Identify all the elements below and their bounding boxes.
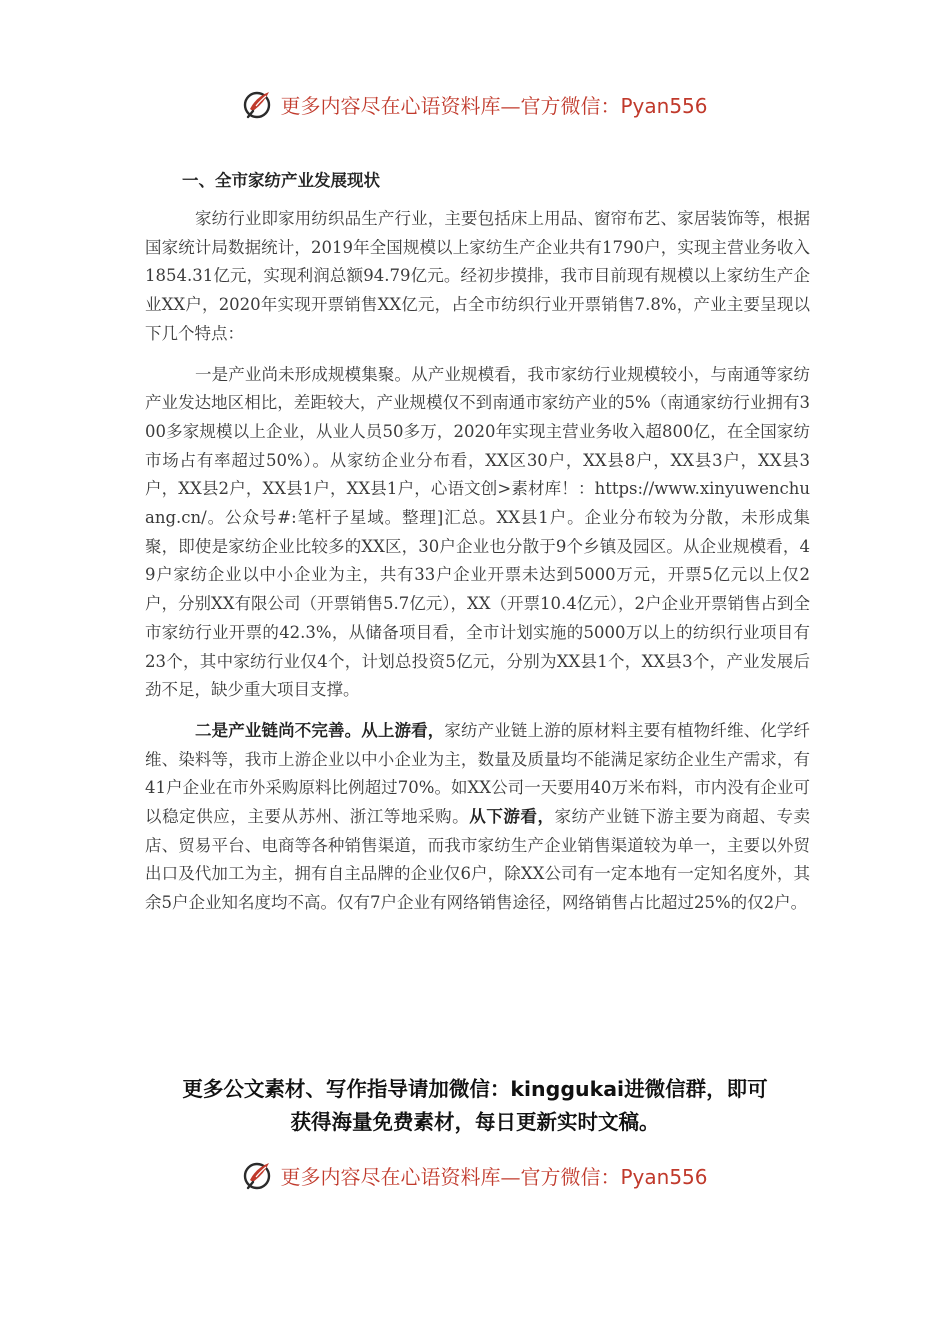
footer-site-name: 更多内容尽在心语资料库 [280,1164,501,1189]
footer-wechat-id: Pyan556 [620,1164,708,1189]
banner-wechat-label: 官方微信： [520,93,621,118]
header-banner [0,84,950,124]
footer-site-text [280,1161,707,1190]
footer-wechat-label: 官方微信： [520,1164,621,1189]
pen-nib-logo-icon [242,87,276,121]
pen-nib-logo-icon [242,1158,276,1192]
document-body [145,166,810,918]
footer-separator: — [500,1164,521,1189]
paragraph-scale: 一是产业尚未形成规模集聚。从产业规模看，我市家纺行业规模较小，与南通等家纺产业发达地区相比，差距较大，产业规模仅不到南通市家纺产业的5%（南通家纺行业拥有300多家规模以上企业，从业人员50多万，2020年实现主营业务收入超800亿，在全国家纺市场占有率超过50%）。从家纺企业分布看，XX区30户，XX县8户，XX县3户，XX县3户，XX县2户，XX县1户，XX县1户，心语文创>素材库！：https://www.xinyuwenchuang.cn/。公众号#:笔杆子星域。整理]汇总。XX县1户。企业分布较为分散，未形成集聚，即使是家纺企业比较多的XX区，30户企业也分散于9个乡镇及园区。从企业规模看，49户家纺企业以中小企业为主，共有33户企业开票未达到5000万元，开票5亿元以上仅2户，分别XX有限公司（开票销售5.7亿元），XX（开票10.4亿元），2户企业开票销售占到全市家纺行业开票的42.3%，从储备项目看，全市计划实施的5000万以上的纺织行业项目有23个，其中家纺行业仅4个，计划总投资5亿元，分别为XX县1个，XX县3个，产业发展后劲不足，缺少重大项目支撑。 [145,364,810,700]
promo-notice [0,1073,950,1139]
paragraph-chain [145,717,810,918]
banner-separator: — [500,93,521,118]
paragraph-chain-downstream: 家纺产业链下游主要为商超、专卖店、贸易平台、电商等各种销售渠道，而我市家纺生产企业销售渠道较为单一，主要以外贸出口及代加工为主，拥有自主品牌的企业仅6户，除XX公司有一定本地有一定知名度外，其余5户企业知名度均不高。仅有7户企业有网络销售途径，网络销售占比超过25%的仅2户。 [145,807,811,913]
paragraph-chain-lead-downstream: 从下游看， [469,807,555,827]
promo-line-2: 获得海量免费素材，每日更新实时文稿。 [290,1110,660,1134]
promo-line-1: 更多公文素材、写作指导请加微信：kinggukai进微信群，即可 [182,1077,768,1101]
section-title: 一、全市家纺产业发展现状 [182,171,380,190]
paragraph-overview: 家纺行业即家用纺织品生产行业，主要包括床上用品、窗帘布艺、家居装饰等，根据国家统计局数据统计，2019年全国规模以上家纺生产企业共有1790户，实现主营业务收入1854.31亿元，实现利润总额94.79亿元。经初步摸排，我市目前现有规模以上家纺生产企业XX户，2020年实现开票销售XX亿元，占全市纺织行业开票销售7.8%，产业主要呈现以下几个特点： [145,209,810,343]
banner-site-name: 更多内容尽在心语资料库 [280,93,501,118]
banner-wechat-id: Pyan556 [620,93,708,118]
footer-banner [0,1155,950,1195]
paragraph-chain-upstream: 家纺产业链上游的原材料主要有植物纤维、化学纤维、染料等，我市上游企业以中小企业为主，数量及质量均不能满足家纺企业生产需求，有41户企业在市外采购原料比例超过70%。如XX公司一天要用40万米布料，市内没有企业可以稳定供应，主要从苏州、浙江等地采购。 [145,720,810,827]
banner-site-text [280,90,707,119]
paragraph-chain-lead: 二是产业链尚不完善。从上游看， [195,720,445,740]
